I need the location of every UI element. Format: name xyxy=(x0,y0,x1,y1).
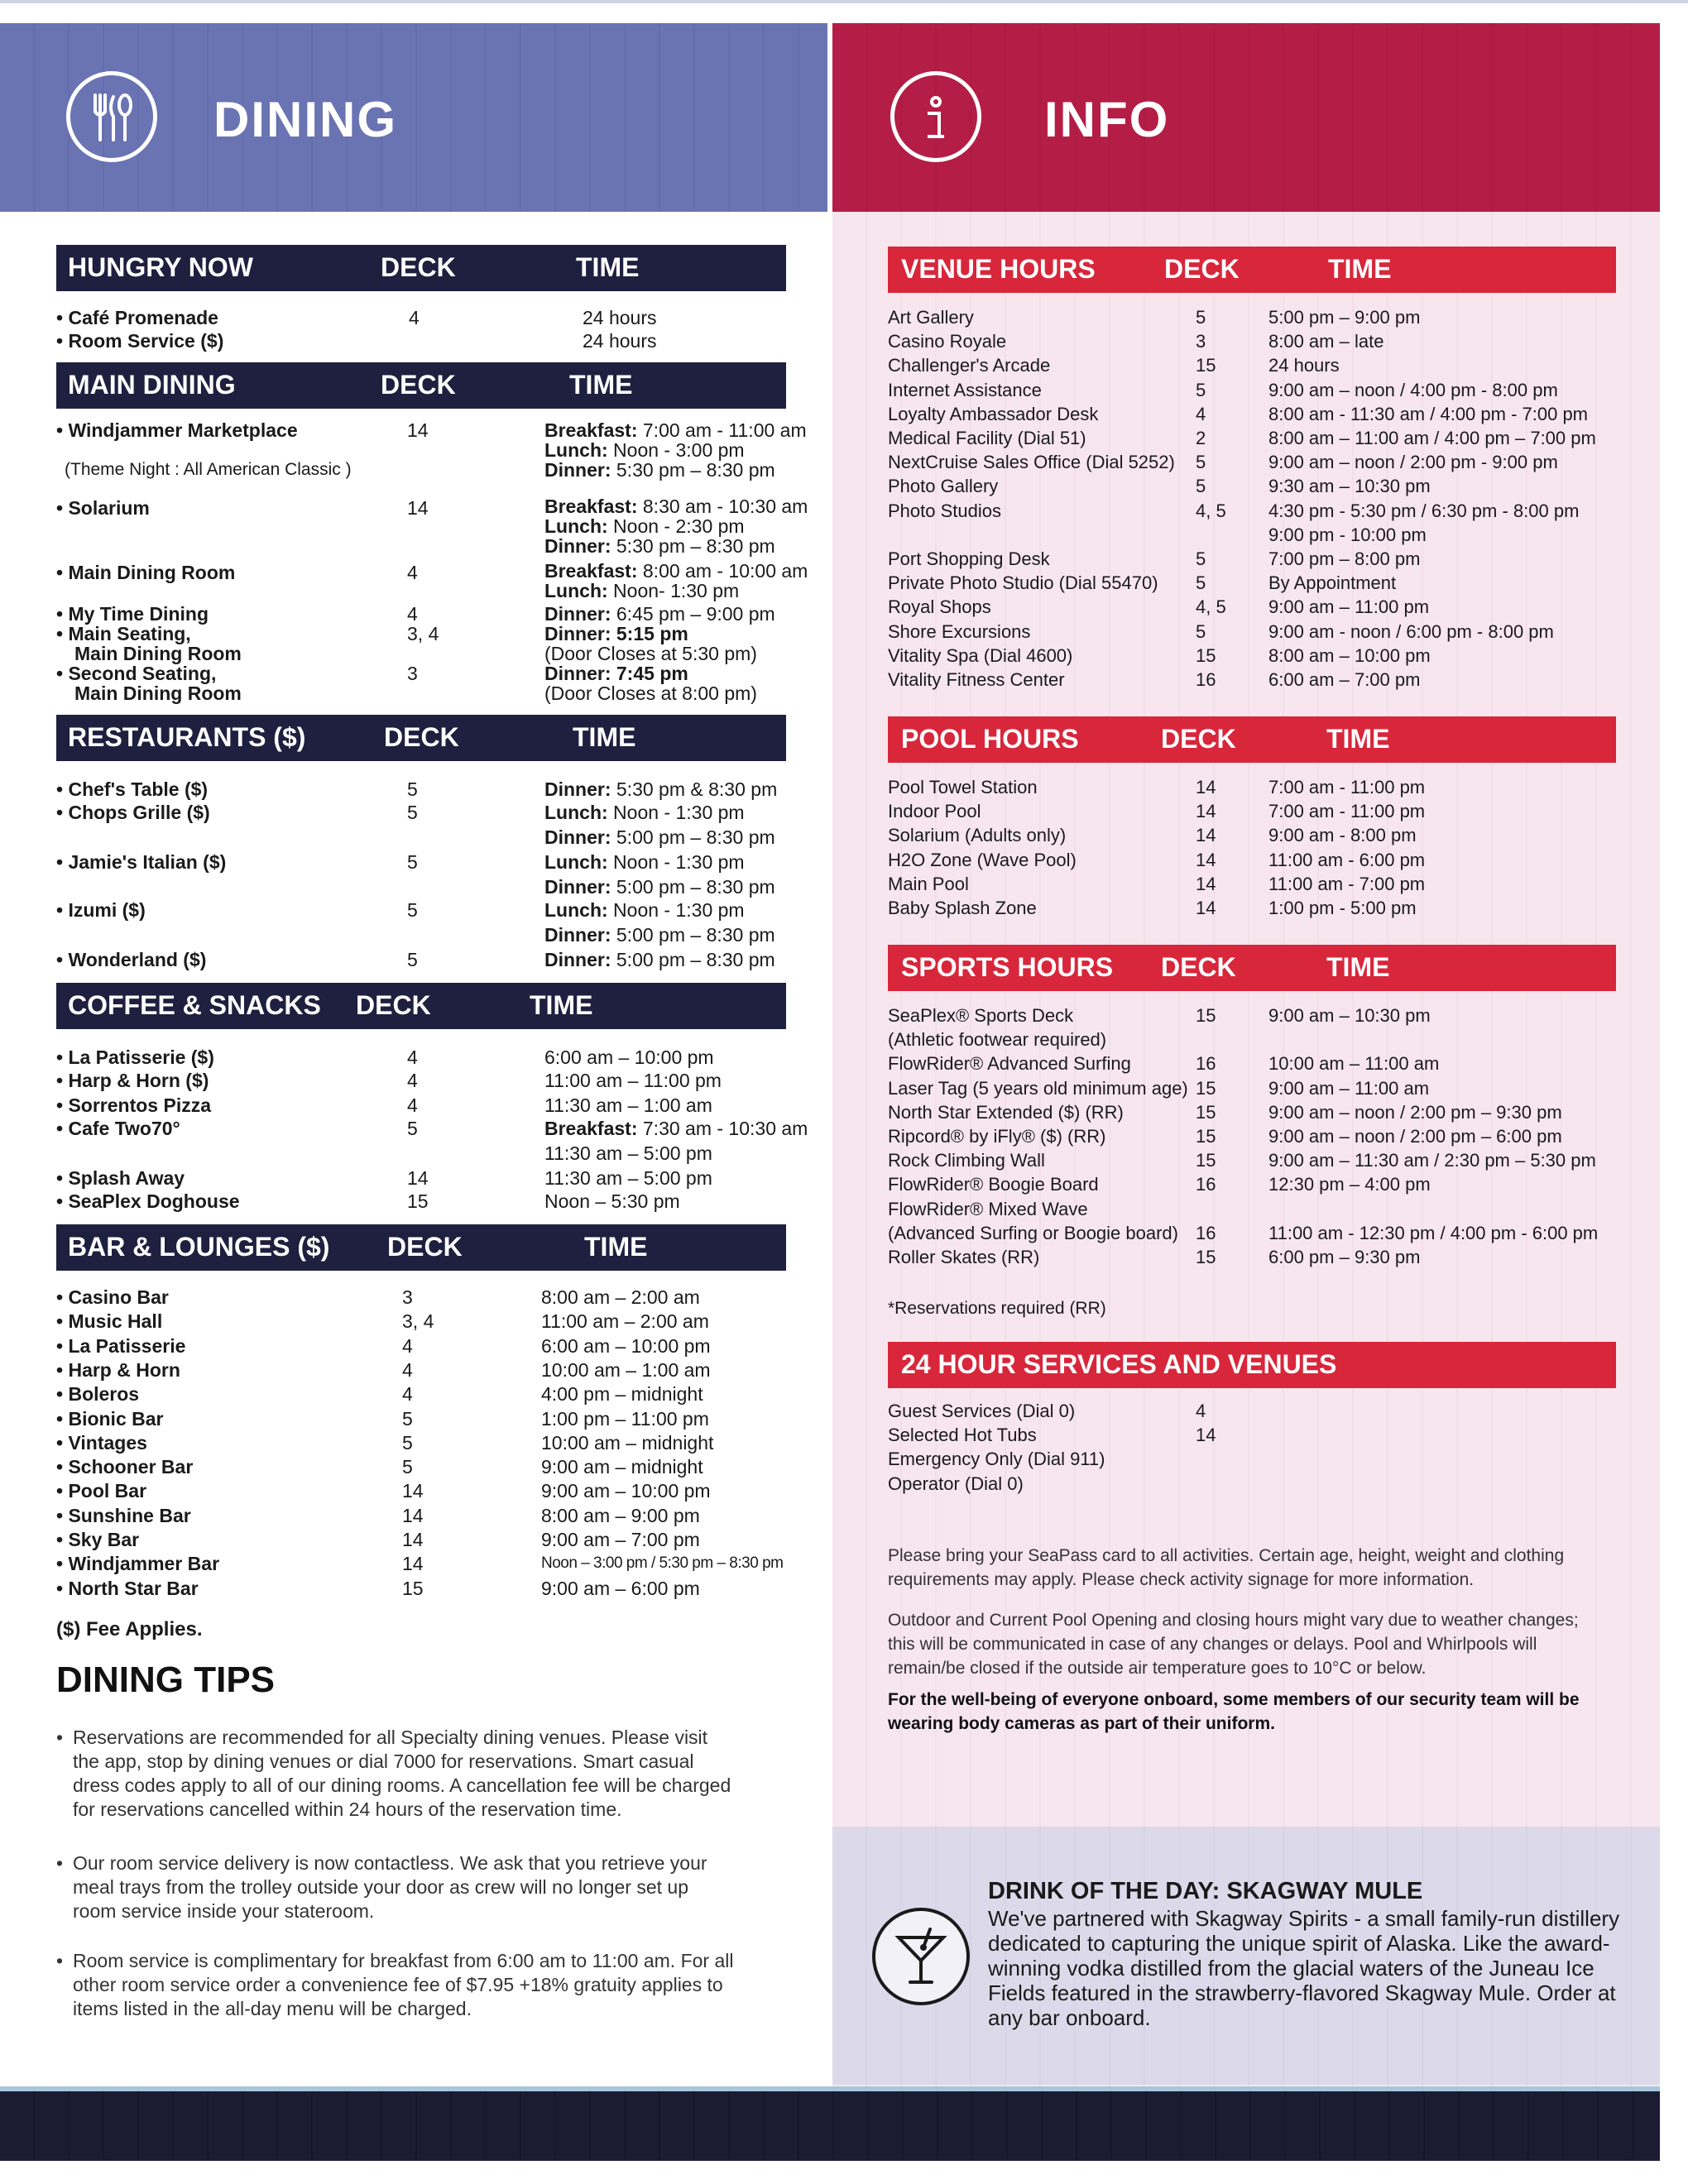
time-value: 7:00 am - 11:00 pm xyxy=(1268,777,1426,797)
time-value: 9:00 am – 10:30 pm xyxy=(1268,1005,1431,1026)
deck-value: 5 xyxy=(1196,620,1206,642)
deck-value: 5 xyxy=(1196,548,1206,569)
venue-name: Roller Skates (RR) xyxy=(888,1247,1040,1267)
venue-subname: Main Dining Room xyxy=(74,643,242,664)
time-value: 5:30 pm & 8:30 pm xyxy=(616,778,778,800)
time-label: TIME xyxy=(569,370,633,400)
venue-name: Vitality Fitness Center xyxy=(888,669,1065,690)
deck-value: 16 xyxy=(1196,1222,1216,1243)
venue-name: Photo Gallery xyxy=(888,476,999,497)
hungry-now-header xyxy=(56,245,786,291)
time-value: 6:00 am – 10:00 pm xyxy=(544,1046,714,1068)
time-value: 10:00 am – 11:00 am xyxy=(1268,1053,1440,1075)
meal-label: Dinner: xyxy=(544,876,611,898)
info-icon xyxy=(890,71,981,162)
sports-hours-title: SPORTS HOURS xyxy=(901,952,1114,982)
coffee-snacks-title: COFFEE & SNACKS xyxy=(68,990,321,1020)
main-dining-header xyxy=(56,362,786,409)
venue-hours-title: VENUE HOURS xyxy=(901,254,1096,284)
time-label: TIME xyxy=(584,1232,648,1262)
deck-value: 5 xyxy=(402,1456,413,1478)
time-value: 1:00 pm – 11:00 pm xyxy=(541,1407,709,1430)
bar-lounges-header xyxy=(56,1224,786,1271)
deck-value: 16 xyxy=(1196,1174,1216,1195)
security-note: For the well-being of everyone onboard, some members of our security team will be wearing body cameras as part of their uniform. xyxy=(888,1690,1580,1733)
deck-value: 4 xyxy=(402,1383,413,1406)
time-value: 11:00 am - 7:00 pm xyxy=(1268,873,1426,894)
list-item xyxy=(56,662,784,705)
tip-text: Our room service delivery is now contactless. We ask that you retrieve your meal trays from the trolley outside your door as crew will no longer set up room service inside your stateroom. xyxy=(73,1852,707,1922)
tip-text: Reservations are recommended for all Specialty dining venues. Please visit the app, stop by dining venues or dial 7000 for reservations. Smart casual dress codes apply to all of our dining rooms. A cancellation fee will be charged for reservations cancelled within 24 hours of the reservation time. xyxy=(73,1727,731,1820)
deck-label: DECK xyxy=(356,990,431,1020)
venue-name: • Sorrentos Pizza xyxy=(56,1094,211,1117)
time-value: Noon - 1:30 pm xyxy=(613,851,745,873)
venue-name: Laser Tag (5 years old minimum age) xyxy=(888,1077,1188,1099)
deck-value: 5 xyxy=(407,949,418,970)
venue-name: Indoor Pool xyxy=(888,801,981,822)
deck-label: DECK xyxy=(1161,724,1236,754)
deck-value: 4 xyxy=(407,1070,418,1091)
time-value: 5:00 pm – 8:30 pm xyxy=(616,949,775,970)
top-line xyxy=(0,0,1688,3)
time-value: 24 hours xyxy=(1268,355,1340,376)
time-value: 8:00 am – 9:00 pm xyxy=(541,1504,700,1526)
venue-name: • Main Dining Room xyxy=(56,561,235,584)
deck-value: 4 xyxy=(407,562,418,583)
time-value: 4:30 pm - 5:30 pm / 6:30 pm - 8:00 pm xyxy=(1268,500,1580,521)
time-value: 9:00 am – 11:00 pm xyxy=(1268,596,1430,618)
time-value: 8:00 am – 2:00 am xyxy=(541,1286,700,1308)
pool-hours-title: POOL HOURS xyxy=(901,724,1079,754)
time-value: 1:00 pm - 5:00 pm xyxy=(1268,898,1417,918)
door-note: (Door Closes at 5:30 pm) xyxy=(544,643,757,664)
time-value: Noon- 1:30 pm xyxy=(613,580,740,601)
time-value: 9:00 am – midnight xyxy=(541,1456,703,1478)
deck-value: 4, 5 xyxy=(1196,596,1226,618)
time-value: 8:30 am - 10:30 am xyxy=(642,496,808,517)
time-value: 11:00 am – 2:00 am xyxy=(541,1310,709,1333)
venue-name: • Sunshine Bar xyxy=(56,1504,191,1527)
time-value: 9:00 am – 10:00 pm xyxy=(541,1480,711,1502)
list-item xyxy=(56,850,784,897)
bottom-bar xyxy=(0,2091,1660,2161)
time-value: Noon - 2:30 pm xyxy=(613,515,745,537)
deck-value: 5 xyxy=(1196,307,1206,328)
venue-name: (Advanced Surfing or Boogie board) xyxy=(888,1222,1178,1243)
venue-name: FlowRider® Advanced Surfing xyxy=(888,1053,1131,1075)
meal-label: Lunch: xyxy=(544,439,608,461)
meal-label: Breakfast: xyxy=(544,1118,638,1139)
meal-label: Dinner: xyxy=(544,623,611,644)
time-value: Noon - 1:30 pm xyxy=(613,802,745,823)
deck-value: 4 xyxy=(407,1094,418,1116)
dining-title: DINING xyxy=(213,92,397,147)
venue-name: • Harp & Horn ($) xyxy=(56,1069,209,1092)
deck-value: 3 xyxy=(402,1286,413,1308)
deck-label: DECK xyxy=(1164,254,1240,284)
time-value: By Appointment xyxy=(1268,572,1397,594)
list-item xyxy=(56,622,784,665)
time-value: 9:00 am – noon / 4:00 pm - 8:00 pm xyxy=(1268,379,1558,400)
deck-label: DECK xyxy=(381,370,456,400)
time-value: 9:30 am – 10:30 pm xyxy=(1268,476,1431,497)
dining-tips-title: DINING TIPS xyxy=(56,1660,276,1700)
deck-value: 14 xyxy=(1196,1425,1216,1446)
venue-name: Royal Shops xyxy=(888,596,991,618)
deck-value: 14 xyxy=(1196,849,1216,870)
time-value: 10:00 am – 1:00 am xyxy=(541,1358,711,1381)
time-value: 24 hours xyxy=(583,330,657,352)
hungry-now-title: HUNGRY NOW xyxy=(68,252,253,282)
time-value: 7:45 pm xyxy=(616,663,688,684)
deck-value: 14 xyxy=(402,1529,424,1550)
deck-value: 5 xyxy=(407,1118,418,1139)
venue-name: Casino Royale xyxy=(888,331,1007,352)
time-value: 5:00 pm – 8:30 pm xyxy=(616,876,775,898)
deck-value: 15 xyxy=(1196,1101,1216,1123)
venue-name: • SeaPlex Doghouse xyxy=(56,1190,240,1213)
time-value: 10:00 am – midnight xyxy=(541,1431,714,1454)
theme-night: (Theme Night : All American Classic ) xyxy=(65,460,352,479)
deck-value: 15 xyxy=(1196,644,1216,666)
time-value: 5:00 pm – 8:30 pm xyxy=(616,924,775,946)
meal-label: Lunch: xyxy=(544,899,608,921)
time-value: 11:30 am – 1:00 am xyxy=(544,1094,712,1116)
venue-name: • Schooner Bar xyxy=(56,1455,193,1478)
venue-name: Solarium (Adults only) xyxy=(888,825,1067,846)
time-value: 9:00 am - 8:00 pm xyxy=(1268,825,1417,846)
deck-value: 4 xyxy=(1196,403,1206,424)
services-title: 24 HOUR SERVICES AND VENUES xyxy=(901,1349,1337,1379)
deck-value: 14 xyxy=(407,497,429,519)
time-value: 6:45 pm – 9:00 pm xyxy=(616,603,775,625)
venue-name: • Café Promenade xyxy=(56,306,218,329)
time-value: 9:00 am – noon / 2:00 pm - 9:00 pm xyxy=(1268,452,1558,473)
time-value: 9:00 am – 7:00 pm xyxy=(541,1529,700,1550)
venue-name: (Athletic footwear required) xyxy=(888,1029,1107,1051)
deck-value: 3 xyxy=(407,663,418,684)
deck-value: 4 xyxy=(1196,1401,1206,1421)
bar-lounges-title: BAR & LOUNGES ($) xyxy=(68,1232,330,1262)
venue-name: • Casino Bar xyxy=(56,1286,169,1309)
venue-name: • Vintages xyxy=(56,1431,147,1454)
venue-name: • Chops Grille ($) xyxy=(56,801,210,824)
deck-value: 15 xyxy=(1196,1077,1216,1099)
time-label: TIME xyxy=(1326,952,1390,982)
pool-hours-header xyxy=(888,716,1616,763)
deck-value: 14 xyxy=(1196,801,1216,822)
venue-name: Challenger's Arcade xyxy=(888,355,1051,376)
time-value: 5:00 pm – 8:30 pm xyxy=(616,826,775,848)
venue-name: • North Star Bar xyxy=(56,1577,199,1600)
venue-name: Guest Services (Dial 0) xyxy=(888,1401,1076,1421)
tip-item: • Reservations are recommended for all Specialty dining venues. Please visit the app, stop by dining venues or dial 7000 for reservations. Smart casual dress codes apply to all of our dining rooms. A cancellation fee will be charged for reservations cancelled within 24 hours of the reservation time. xyxy=(56,1726,735,1822)
time-value: 7:00 am - 11:00 am xyxy=(642,419,807,441)
venue-name: • Windjammer Marketplace xyxy=(56,419,298,442)
time-label: TIME xyxy=(573,722,636,752)
deck-value: 4 xyxy=(402,1358,413,1381)
venue-name: FlowRider® Mixed Wave xyxy=(888,1198,1088,1219)
deck-value: 14 xyxy=(1196,898,1216,918)
venue-name: • Room Service ($) xyxy=(56,329,223,352)
time-value: Noon – 3:00 pm / 5:30 pm – 8:30 pm xyxy=(541,1554,784,1573)
deck-value: 16 xyxy=(1196,1053,1216,1075)
meal-label: Lunch: xyxy=(544,802,608,823)
deck-value: 14 xyxy=(402,1504,424,1526)
venue-name: • Jamie's Italian ($) xyxy=(56,850,226,874)
deck-value: 5 xyxy=(407,851,418,873)
deck-value: 15 xyxy=(1196,1150,1216,1171)
deck-value: 14 xyxy=(402,1480,424,1502)
venue-name: • Music Hall xyxy=(56,1310,162,1333)
venue-name: • Sky Bar xyxy=(56,1528,139,1551)
venue-name: • Pool Bar xyxy=(56,1479,146,1502)
time-value: 5:00 pm – 9:00 pm xyxy=(1268,307,1421,328)
time-value: 24 hours xyxy=(583,307,657,328)
venue-name: • Chef's Table ($) xyxy=(56,778,208,801)
martini-glass-icon xyxy=(872,1908,970,2005)
sports-hours-header xyxy=(888,945,1616,991)
venue-name: Photo Studios xyxy=(888,500,1001,521)
venue-name: • Second Seating, xyxy=(56,662,216,685)
info-note: Outdoor and Current Pool Opening and closing hours might vary due to weather changes; this will be communicated in case of any changes or delays. Pool and Whirlpools will remain/be closed if the outside air temperature goes to 10°C or below. xyxy=(888,1611,1579,1678)
deck-value: 5 xyxy=(1196,572,1206,594)
list-item xyxy=(56,478,808,557)
meal-label: Dinner: xyxy=(544,949,611,970)
tip-text: Room service is complimentary for breakfast from 6:00 am to 11:00 am. For all other room service order a convenience fee of $7.95 +18% gratuity applies to items listed in the all-day menu will be charged. xyxy=(73,1950,734,2019)
deck-value: 5 xyxy=(1196,379,1206,400)
deck-value: 15 xyxy=(1196,1126,1216,1147)
time-value: 7:30 am - 10:30 am xyxy=(642,1118,808,1139)
venue-name: • My Time Dining xyxy=(56,602,209,625)
deck-value: 5 xyxy=(402,1407,413,1430)
venue-name: Ripcord® by iFly® ($) (RR) xyxy=(888,1126,1106,1147)
deck-label: DECK xyxy=(381,252,456,282)
venue-name: • Boleros xyxy=(56,1382,139,1406)
deck-value: 15 xyxy=(402,1577,424,1599)
meal-label: Dinner: xyxy=(544,924,611,946)
time-value: 6:00 am – 10:00 pm xyxy=(541,1334,711,1357)
venue-name: Port Shopping Desk xyxy=(888,548,1050,569)
drink-description: We've partnered with Skagway Spirits - a small family-run distillery dedicated to capturing the unique spirit of Alaska. Like the award-winning vodka distilled from the glacial waters of the Juneau Ice Fields featured in the strawberry-flavored Skagway Mule. Order at any bar onboard. xyxy=(988,1906,1620,2030)
meal-label: Dinner: xyxy=(544,459,611,481)
time-value: 11:00 am - 12:30 pm / 4:00 pm - 6:00 pm xyxy=(1268,1222,1599,1243)
venue-name: Internet Assistance xyxy=(888,379,1042,400)
deck-value: 5 xyxy=(407,802,418,823)
venue-name: Art Gallery xyxy=(888,307,974,328)
venue-name: Baby Splash Zone xyxy=(888,898,1037,918)
deck-value: 5 xyxy=(407,778,418,800)
time-value: 11:30 am – 5:00 pm xyxy=(544,1167,712,1189)
deck-value: 14 xyxy=(407,1167,429,1189)
deck-value: 15 xyxy=(407,1190,429,1212)
deck-value: 5 xyxy=(402,1431,413,1454)
venue-name: Medical Facility (Dial 51) xyxy=(888,428,1086,448)
venue-name: Main Pool xyxy=(888,873,969,894)
time-label: TIME xyxy=(1326,724,1390,754)
deck-label: DECK xyxy=(384,722,459,752)
deck-value: 15 xyxy=(1196,1247,1216,1267)
time-value: 11:00 am – 11:00 pm xyxy=(544,1070,722,1091)
venue-hours-header xyxy=(888,247,1616,293)
main-dining-title: MAIN DINING xyxy=(68,370,236,400)
meal-label: Dinner: xyxy=(544,663,611,684)
deck-value: 15 xyxy=(1196,1005,1216,1026)
deck-value: 14 xyxy=(407,419,429,441)
venue-name: • Main Seating, xyxy=(56,622,191,645)
services-header xyxy=(888,1342,1616,1388)
meal-label: Dinner: xyxy=(544,826,611,848)
deck-value: 4, 5 xyxy=(1196,500,1226,521)
venue-name: • La Patisserie ($) xyxy=(56,1046,214,1069)
time-value: 7:00 am - 11:00 pm xyxy=(1268,801,1426,822)
deck-value: 3, 4 xyxy=(407,623,439,644)
fee-note: ($) Fee Applies. xyxy=(56,1618,203,1640)
venue-name: • Izumi ($) xyxy=(56,898,146,922)
time-value: 6:00 pm – 9:30 pm xyxy=(1268,1247,1421,1267)
coffee-snacks-header xyxy=(56,983,786,1029)
venue-name: • Windjammer Bar xyxy=(56,1552,219,1575)
list-item xyxy=(56,1117,808,1164)
time-value: 9:00 am – noon / 2:00 pm – 9:30 pm xyxy=(1268,1101,1562,1123)
meal-label: Breakfast: xyxy=(544,496,638,517)
info-banner xyxy=(832,23,1660,212)
door-note: (Door Closes at 8:00 pm) xyxy=(544,682,757,704)
venue-name: • Harp & Horn xyxy=(56,1358,180,1382)
dining-banner xyxy=(0,23,827,212)
venue-name: Shore Excursions xyxy=(888,620,1031,642)
time-value: 7:00 pm – 8:00 pm xyxy=(1268,548,1421,569)
venue-name: Loyalty Ambassador Desk xyxy=(888,403,1099,424)
info-title: INFO xyxy=(1044,92,1170,147)
time-value: 9:00 am - noon / 6:00 pm - 8:00 pm xyxy=(1268,620,1554,642)
venue-subname: Main Dining Room xyxy=(74,682,242,704)
meal-label: Dinner: xyxy=(544,778,611,800)
time-label: TIME xyxy=(1328,254,1392,284)
venue-name: SeaPlex® Sports Deck xyxy=(888,1005,1074,1026)
time-value: 5:30 pm – 8:30 pm xyxy=(616,459,775,481)
time-value: 8:00 am – late xyxy=(1268,331,1384,352)
venue-name: • Solarium xyxy=(56,496,150,520)
venue-name: Private Photo Studio (Dial 55470) xyxy=(888,572,1158,594)
time-value: 12:30 pm – 4:00 pm xyxy=(1268,1174,1431,1195)
venue-name: Emergency Only (Dial 911) xyxy=(888,1449,1105,1470)
venue-name: FlowRider® Boogie Board xyxy=(888,1174,1099,1195)
deck-value: 14 xyxy=(1196,873,1216,894)
time-value: 9:00 am – 11:00 am xyxy=(1268,1077,1430,1099)
venue-name: • Splash Away xyxy=(56,1166,185,1190)
restaurants-header xyxy=(56,715,786,761)
deck-value: 2 xyxy=(1196,428,1206,448)
time-value: 11:30 am – 5:00 pm xyxy=(544,1142,712,1164)
deck-value: 5 xyxy=(1196,452,1206,473)
tip-item: • Our room service delivery is now contactless. We ask that you retrieve your meal trays from the trolley outside your door as crew will no longer set up room service inside your stateroom. xyxy=(56,1851,735,1923)
deck-label: DECK xyxy=(1161,952,1236,982)
time-value: 9:00 am – noon / 2:00 pm – 6:00 pm xyxy=(1268,1126,1562,1147)
time-value: 8:00 am – 10:00 pm xyxy=(1268,644,1431,666)
venue-name: Vitality Spa (Dial 4600) xyxy=(888,644,1073,666)
time-value: 8:00 am - 10:00 am xyxy=(642,560,808,582)
meal-label: Lunch: xyxy=(544,580,608,601)
time-value: 5:15 pm xyxy=(616,623,688,644)
deck-value: 4 xyxy=(402,1334,413,1357)
restaurants-title: RESTAURANTS ($) xyxy=(68,722,306,752)
time-value: Noon – 5:30 pm xyxy=(544,1190,680,1212)
venue-name: • Cafe Two70° xyxy=(56,1117,180,1140)
info-column xyxy=(832,23,1660,2091)
deck-value: 4 xyxy=(409,307,420,328)
venue-name: Operator (Dial 0) xyxy=(888,1473,1024,1494)
time-value: 11:00 am - 6:00 pm xyxy=(1268,849,1426,870)
meal-label: Lunch: xyxy=(544,851,608,873)
meal-label: Breakfast: xyxy=(544,419,638,441)
time-value: Noon - 1:30 pm xyxy=(613,899,745,921)
deck-value: 14 xyxy=(402,1553,424,1575)
venue-name: NextCruise Sales Office (Dial 5252) xyxy=(888,452,1175,473)
time-value: 9:00 am – 11:30 am / 2:30 pm – 5:30 pm xyxy=(1268,1150,1596,1171)
drink-title: DRINK OF THE DAY: SKAGWAY MULE xyxy=(988,1878,1423,1904)
time-value: 4:00 pm – midnight xyxy=(541,1383,703,1406)
venue-name: Rock Climbing Wall xyxy=(888,1150,1045,1171)
time-value: 8:00 am - 11:30 am / 4:00 pm - 7:00 pm xyxy=(1268,403,1589,424)
venue-name: • Bionic Bar xyxy=(56,1407,163,1430)
deck-value: 3 xyxy=(1196,331,1206,352)
deck-value: 5 xyxy=(407,899,418,921)
dining-column xyxy=(0,23,827,2091)
meal-label: Dinner: xyxy=(544,535,611,557)
tip-item: • Room service is complimentary for breakfast from 6:00 am to 11:00 am. For all other room service order a convenience fee of $7.95 +18% gratuity applies to items listed in the all-day menu will be charged. xyxy=(56,1950,734,2019)
time-value: 9:00 am – 6:00 pm xyxy=(541,1577,700,1599)
meal-label: Lunch: xyxy=(544,515,608,537)
list-item xyxy=(56,898,784,945)
deck-value: 14 xyxy=(1196,825,1216,846)
info-note: Please bring your SeaPass card to all activities. Certain age, height, weight and clothing requirements may apply. Please check activity signage for more information. xyxy=(888,1546,1565,1589)
time-label: TIME xyxy=(530,990,593,1020)
venue-name: • Wonderland ($) xyxy=(56,948,206,971)
deck-value: 16 xyxy=(1196,669,1216,690)
time-label: TIME xyxy=(576,252,640,282)
deck-value: 3, 4 xyxy=(402,1310,434,1333)
deck-label: DECK xyxy=(387,1232,463,1262)
deck-value: 5 xyxy=(1196,476,1206,497)
venue-name: H2O Zone (Wave Pool) xyxy=(888,849,1077,870)
reservation-note: *Reservations required (RR) xyxy=(888,1299,1106,1318)
deck-value: 14 xyxy=(1196,777,1216,797)
time-value: 9:00 pm - 10:00 pm xyxy=(1268,524,1427,545)
list-item xyxy=(56,560,808,607)
time-value: 8:00 am – 11:00 am / 4:00 pm – 7:00 pm xyxy=(1268,428,1596,448)
meal-label: Dinner: xyxy=(544,603,611,625)
time-value: Noon - 3:00 pm xyxy=(613,439,745,461)
drink-of-the-day xyxy=(832,1827,1660,2085)
list-item xyxy=(56,801,784,847)
deck-value: 15 xyxy=(1196,355,1216,376)
meal-label: Breakfast: xyxy=(544,560,638,582)
venue-name: • La Patisserie xyxy=(56,1334,185,1358)
deck-value: 4 xyxy=(407,603,418,625)
time-value: 6:00 am – 7:00 pm xyxy=(1268,669,1421,690)
deck-value: 4 xyxy=(407,1046,418,1068)
venue-name: Pool Towel Station xyxy=(888,777,1038,797)
venue-name: Selected Hot Tubs xyxy=(888,1425,1037,1446)
time-value: 5:30 pm – 8:30 pm xyxy=(616,535,775,557)
fork-knife-spoon-icon xyxy=(66,71,157,162)
venue-name: North Star Extended ($) (RR) xyxy=(888,1101,1124,1123)
